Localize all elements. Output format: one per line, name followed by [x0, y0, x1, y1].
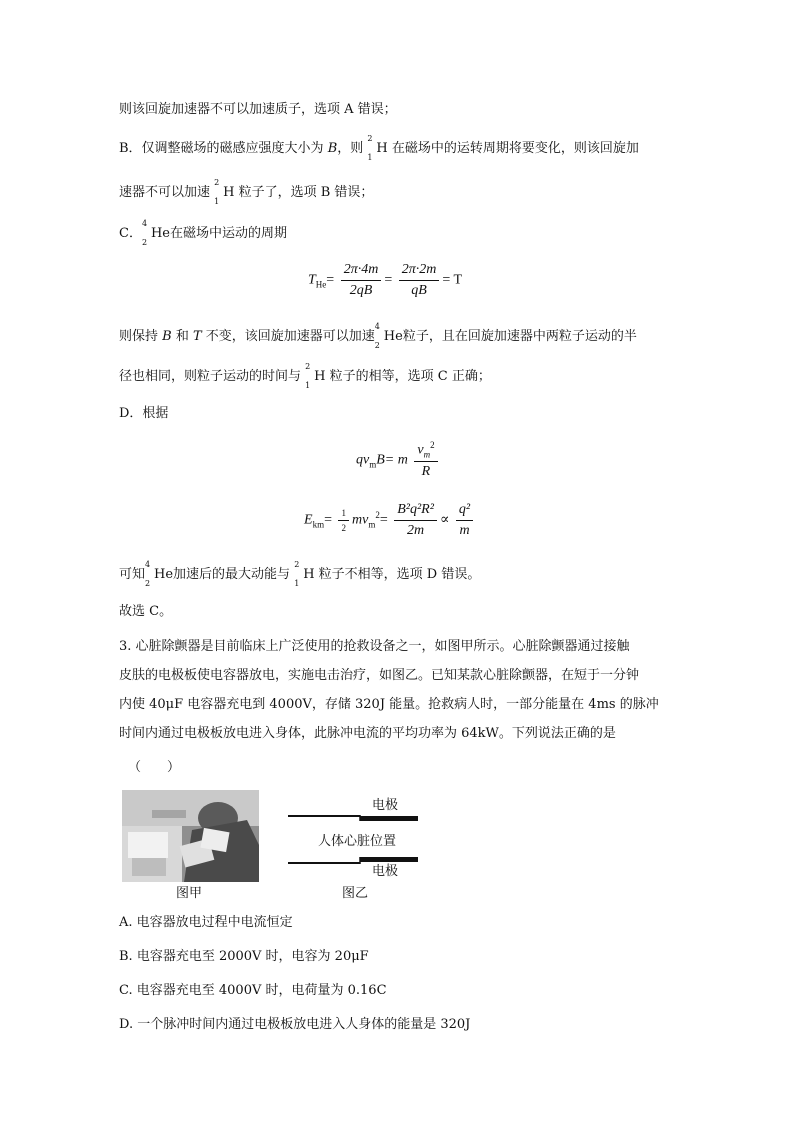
deuteron-symbol: 2 1 H [367, 134, 388, 162]
question-line: 内使 40μF 电容器充电到 4000V，存储 320J 能量。抢救病人时，一部分能量在 4ms 的脉冲 [119, 697, 659, 712]
question-line: 3. 心脏除颤器是目前临床上广泛使用的抢救设备之一，如图甲所示。心脏除颤器通过接触 [119, 639, 630, 654]
period-equation: $T_{He}=$ $\frac{2\pi\cdot 4m}{2qB}$ = $\frac{2\pi\cdot 2m}{qB}$ = T [308, 262, 463, 298]
text-segment: ，则 [337, 141, 368, 156]
electrode-label-top: 电极 [372, 798, 399, 813]
deuteron-symbol: 2 1 H [294, 560, 315, 588]
question-line: 皮肤的电极板使电容器放电，实施电击治疗，如图乙。已知某款心脏除颤器，在短于一分钟 [119, 668, 640, 683]
text-line: 可知 4 2 He加速后的最大动能与 2 1 H 粒子不相等，选项 D 错误。 [119, 560, 481, 588]
option-b: B. 电容器充电至 2000V 时，电容为 20μF [119, 949, 369, 964]
text-segment: C． [119, 226, 142, 241]
answer-line: 故选 C。 [119, 604, 173, 619]
figure-caption-yi: 图乙 [342, 886, 369, 901]
helium-symbol: 4 2 He [141, 219, 170, 247]
helium-symbol: 4 2 He [374, 322, 403, 350]
electrode-label-bottom: 电极 [372, 864, 399, 879]
force-equation: $qv_mB= m$ $\frac{v_m^2}{R}$ [356, 440, 441, 480]
answer-blank: （ ） [128, 760, 181, 775]
text-segment: 速器不可以加速 [119, 185, 215, 200]
defibrillator-photo [122, 790, 259, 882]
text-line [119, 178, 374, 206]
option-c: C. 电容器充电至 4000V 时，电荷量为 0.16C [119, 983, 387, 998]
energy-equation: $E_{km}=$ $\frac{1}{2}$ $mv_m^2=$ $\frac{\text{B²q²R²}}{2m}$ ∝ $\frac{\text{q²}}{m}$ [304, 502, 476, 539]
symbol-b: B [327, 141, 338, 156]
option-d-analysis-line: D．根据 [119, 406, 169, 421]
text-segment: 在磁场中运动的周期 [169, 226, 287, 241]
deuteron-symbol: 2 1 H [305, 362, 326, 390]
option-c-analysis-line [119, 219, 287, 247]
helium-symbol: 4 2 He [145, 560, 174, 588]
text-line: 则该回旋加速器不可以加速质子，选项 A 错误； [119, 102, 397, 117]
text-segment: 在磁场中的运转周期将要变化，则该回旋加 [387, 141, 639, 156]
text-line: 则保持 B 和 T 不变，该回旋加速器可以加速 4 2 He粒子，且在回旋加速器中两粒子运动的半 [119, 322, 637, 350]
text-segment: B．仅调整磁场的磁感应强度大小为 [119, 141, 328, 156]
heart-position-label: 人体心脏位置 [318, 834, 397, 849]
question-line: 时间内通过电极板放电进入身体，此脉冲电流的平均功率为 64kW。下列说法正确的是 [119, 726, 616, 741]
text-line: 径也相同，则粒子运动的时间与 2 1 H 粒子的相等，选项 C 正确； [119, 362, 491, 390]
option-b-analysis-line [119, 134, 639, 162]
option-d: D. 一个脉冲时间内通过电极板放电进入人身体的能量是 320J [119, 1017, 471, 1032]
deuteron-symbol: 2 1 H [214, 178, 235, 206]
figure-caption-jia: 图甲 [176, 886, 203, 901]
option-a: A. 电容器放电过程中电流恒定 [119, 915, 293, 930]
text-segment: 粒子了，选项 B 错误； [234, 185, 374, 200]
